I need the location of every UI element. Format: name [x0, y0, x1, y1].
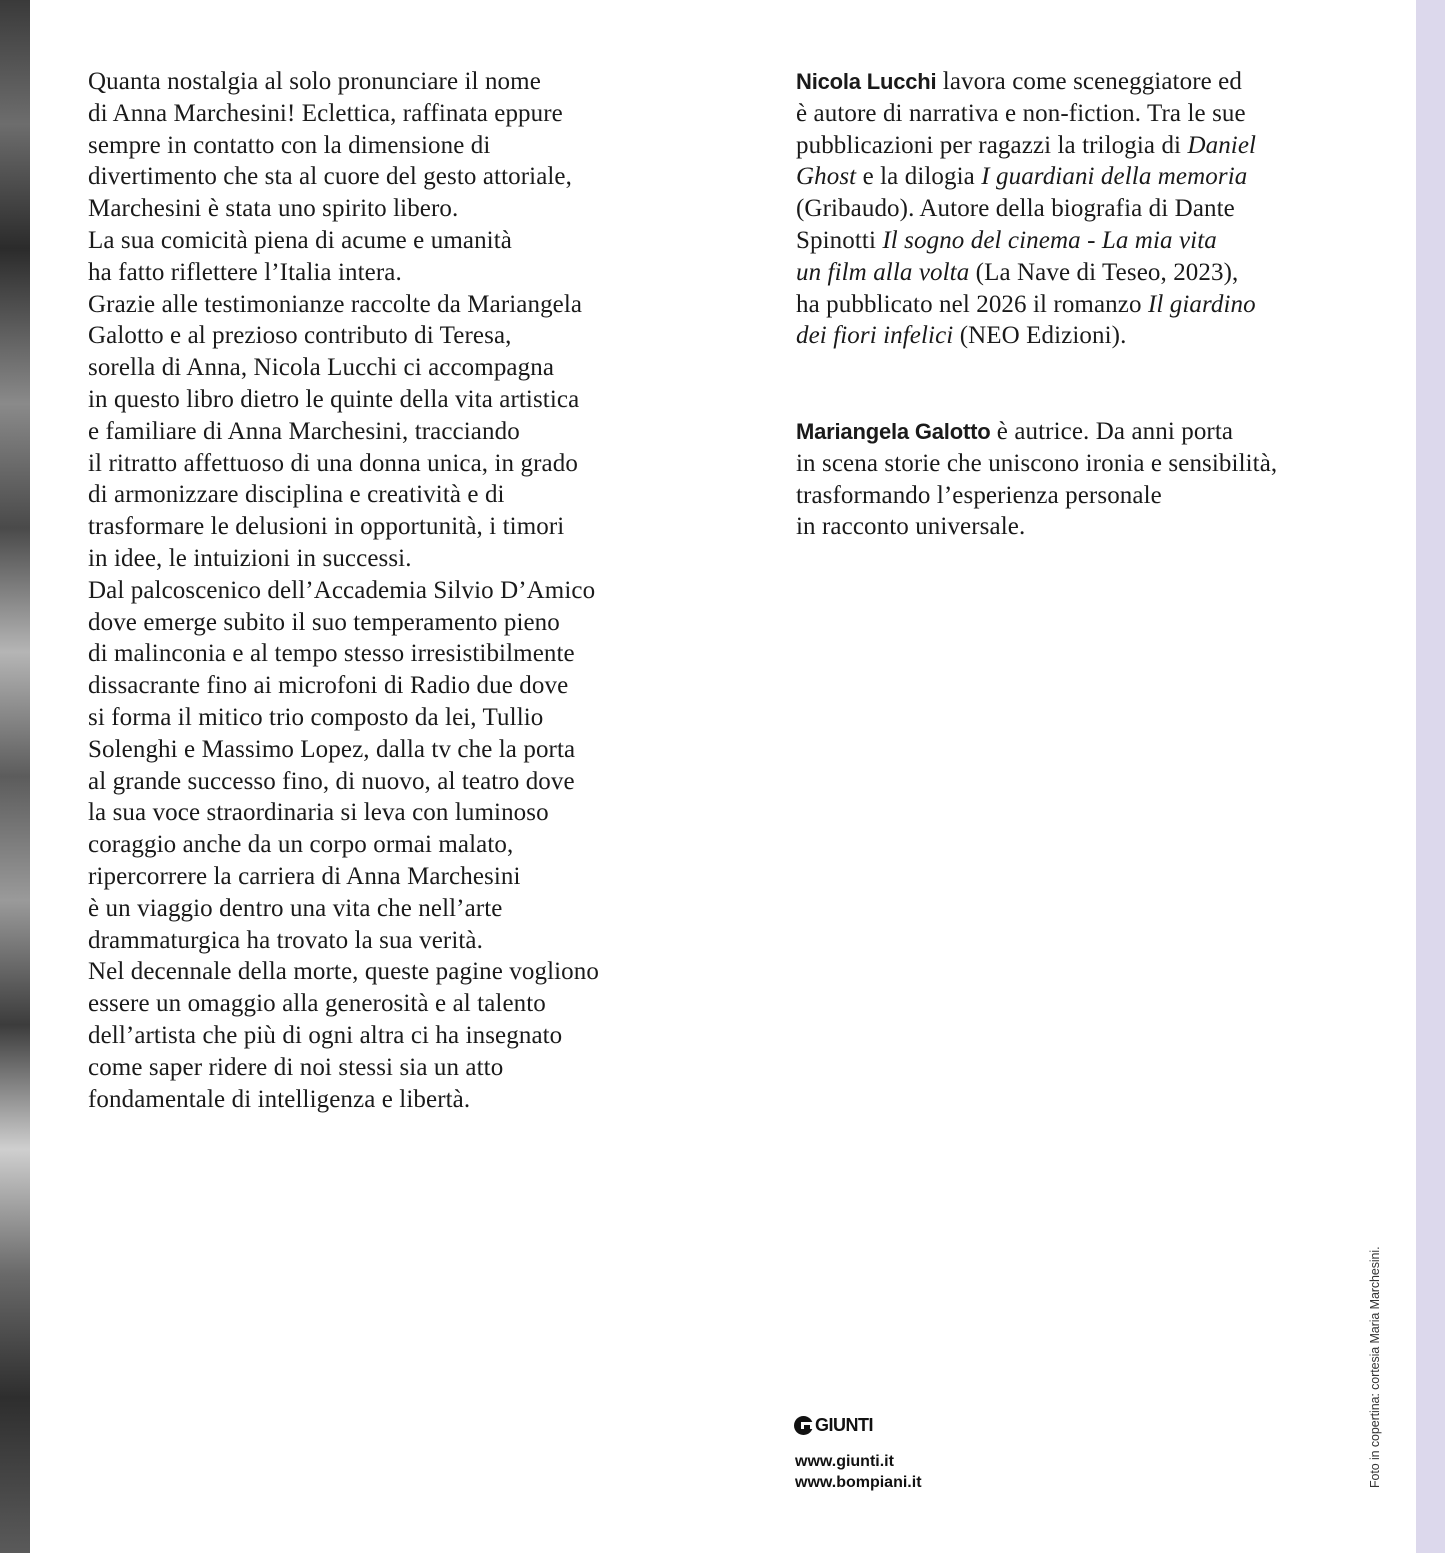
synopsis-line: essere un omaggio alla generosità e al talento [88, 990, 546, 1018]
synopsis-line: Nel decennale della morte, queste pagine vogliono [88, 958, 599, 986]
synopsis-line: ripercorrere la carriera di Anna Marchesini [88, 862, 521, 890]
bio-text: è autrice. Da anni porta [990, 418, 1234, 445]
author-bio-lucchi [796, 66, 1376, 352]
author-name: Mariangela Galotto [796, 419, 991, 444]
synopsis-line: dell’artista che più di ogni altra ci ha insegnato [88, 1021, 563, 1049]
author-name: Nicola Lucchi [796, 69, 937, 94]
synopsis-line: Grazie alle testimonianze raccolte da Mariangela [88, 290, 583, 318]
synopsis-line: Galotto e al prezioso contributo di Teresa, [88, 322, 512, 350]
synopsis-line: Solenghi e Massimo Lopez, dalla tv che la porta [88, 735, 576, 763]
synopsis-line: dove emerge subito il suo temperamento pieno [88, 608, 560, 636]
bio-line: in racconto universale. [796, 513, 1026, 541]
synopsis-line: di armonizzare disciplina e creatività e di [88, 481, 505, 509]
synopsis-line: fondamentale di intelligenza e libertà. [88, 1085, 471, 1113]
synopsis-line: di malinconia e al tempo stesso irresistibilmente [88, 640, 575, 668]
publisher-websites [795, 1451, 922, 1493]
synopsis-line: divertimento che sta al cuore del gesto attoriale, [88, 163, 572, 191]
bio-line [796, 320, 1376, 352]
publisher-logo [794, 1415, 873, 1436]
synopsis-line: ha fatto riflettere l’Italia intera. [88, 258, 402, 286]
synopsis-line: di Anna Marchesini! Eclettica, raffinata eppure [88, 99, 563, 127]
publisher-name: GIUNTI [815, 1415, 873, 1435]
synopsis-line: Dal palcoscenico dell’Accademia Silvio D’Amico [88, 576, 596, 604]
bio-line [796, 161, 1376, 193]
bio-text: ha pubblicato nel 2026 il romanzo [796, 290, 1148, 318]
photo-credit: Foto in copertina: cortesia Maria Marchesini. [1368, 1246, 1382, 1488]
synopsis-line: in questo libro dietro le quinte della vita artistica [88, 385, 580, 413]
website-link[interactable]: www.giunti.it [795, 1453, 894, 1470]
bio-line: (Gribaudo). Autore della biografia di Dante [796, 195, 1235, 223]
synopsis-line: La sua comicità piena di acume e umanità [88, 226, 512, 254]
bio-line [796, 257, 1376, 289]
synopsis-line: si forma il mitico trio composto da lei, Tullio [88, 703, 544, 731]
synopsis-line: e familiare di Anna Marchesini, tracciando [88, 417, 520, 445]
synopsis-line: sorella di Anna, Nicola Lucchi ci accompagna [88, 354, 555, 382]
synopsis-line: al grande successo fino, di nuovo, al teatro dove [88, 767, 575, 795]
cover-photo-edge [0, 0, 30, 1553]
bio-text: lavora come sceneggiatore ed [936, 68, 1242, 95]
bio-line [796, 416, 1396, 448]
bio-text: Spinotti [796, 226, 883, 254]
bio-line: in scena storie che uniscono ironia e sensibilità, [796, 449, 1278, 477]
synopsis-line: Marchesini è stata uno spirito libero. [88, 195, 459, 223]
synopsis-line: come saper ridere di noi stessi sia un atto [88, 1053, 504, 1081]
bio-text: pubblicazioni per ragazzi la trilogia di [796, 131, 1188, 159]
synopsis-line: sempre in contatto con la dimensione di [88, 131, 491, 159]
synopsis-line: coraggio anche da un corpo ormai malato, [88, 831, 514, 859]
synopsis-line: in idee, le intuizioni in successi. [88, 544, 412, 572]
bio-line: trasformando l’esperienza personale [796, 481, 1162, 509]
bio-text: e la dilogia [856, 163, 982, 191]
bio-line: è autore di narrativa e non-fiction. Tra le sue [796, 99, 1246, 127]
bio-text: (NEO Edizioni). [953, 322, 1127, 350]
synopsis-line: è un viaggio dentro una vita che nell’arte [88, 894, 503, 922]
synopsis-line: il ritratto affettuoso di una donna unica, in grado [88, 449, 578, 477]
synopsis-text [88, 66, 668, 1115]
bio-text: (La Nave di Teseo, 2023), [969, 258, 1239, 286]
book-title: Il giardino [1147, 290, 1256, 318]
book-title: Daniel [1187, 131, 1257, 159]
bio-line [796, 66, 1376, 98]
book-title: un film alla volta [796, 258, 970, 286]
book-title: Ghost [796, 163, 857, 191]
giunti-logo-icon [794, 1416, 813, 1435]
synopsis-line: trasformare le delusioni in opportunità, i timori [88, 513, 565, 541]
author-bio-galotto [796, 416, 1396, 543]
bio-line [796, 130, 1376, 162]
book-title: I guardiani della memoria [981, 163, 1248, 191]
synopsis-line: drammaturgica ha trovato la sua verità. [88, 926, 483, 954]
book-title: Il sogno del cinema - La mia vita [882, 226, 1217, 254]
bio-line [796, 225, 1376, 257]
spine-color-band [1416, 0, 1445, 1553]
synopsis-line: la sua voce straordinaria si leva con luminoso [88, 799, 549, 827]
synopsis-line: dissacrante fino ai microfoni di Radio due dove [88, 672, 569, 700]
synopsis-line: Quanta nostalgia al solo pronunciare il nome [88, 68, 541, 95]
website-link[interactable]: www.bompiani.it [795, 1474, 922, 1491]
bio-line [796, 289, 1376, 321]
book-title: dei fiori infelici [796, 322, 954, 350]
